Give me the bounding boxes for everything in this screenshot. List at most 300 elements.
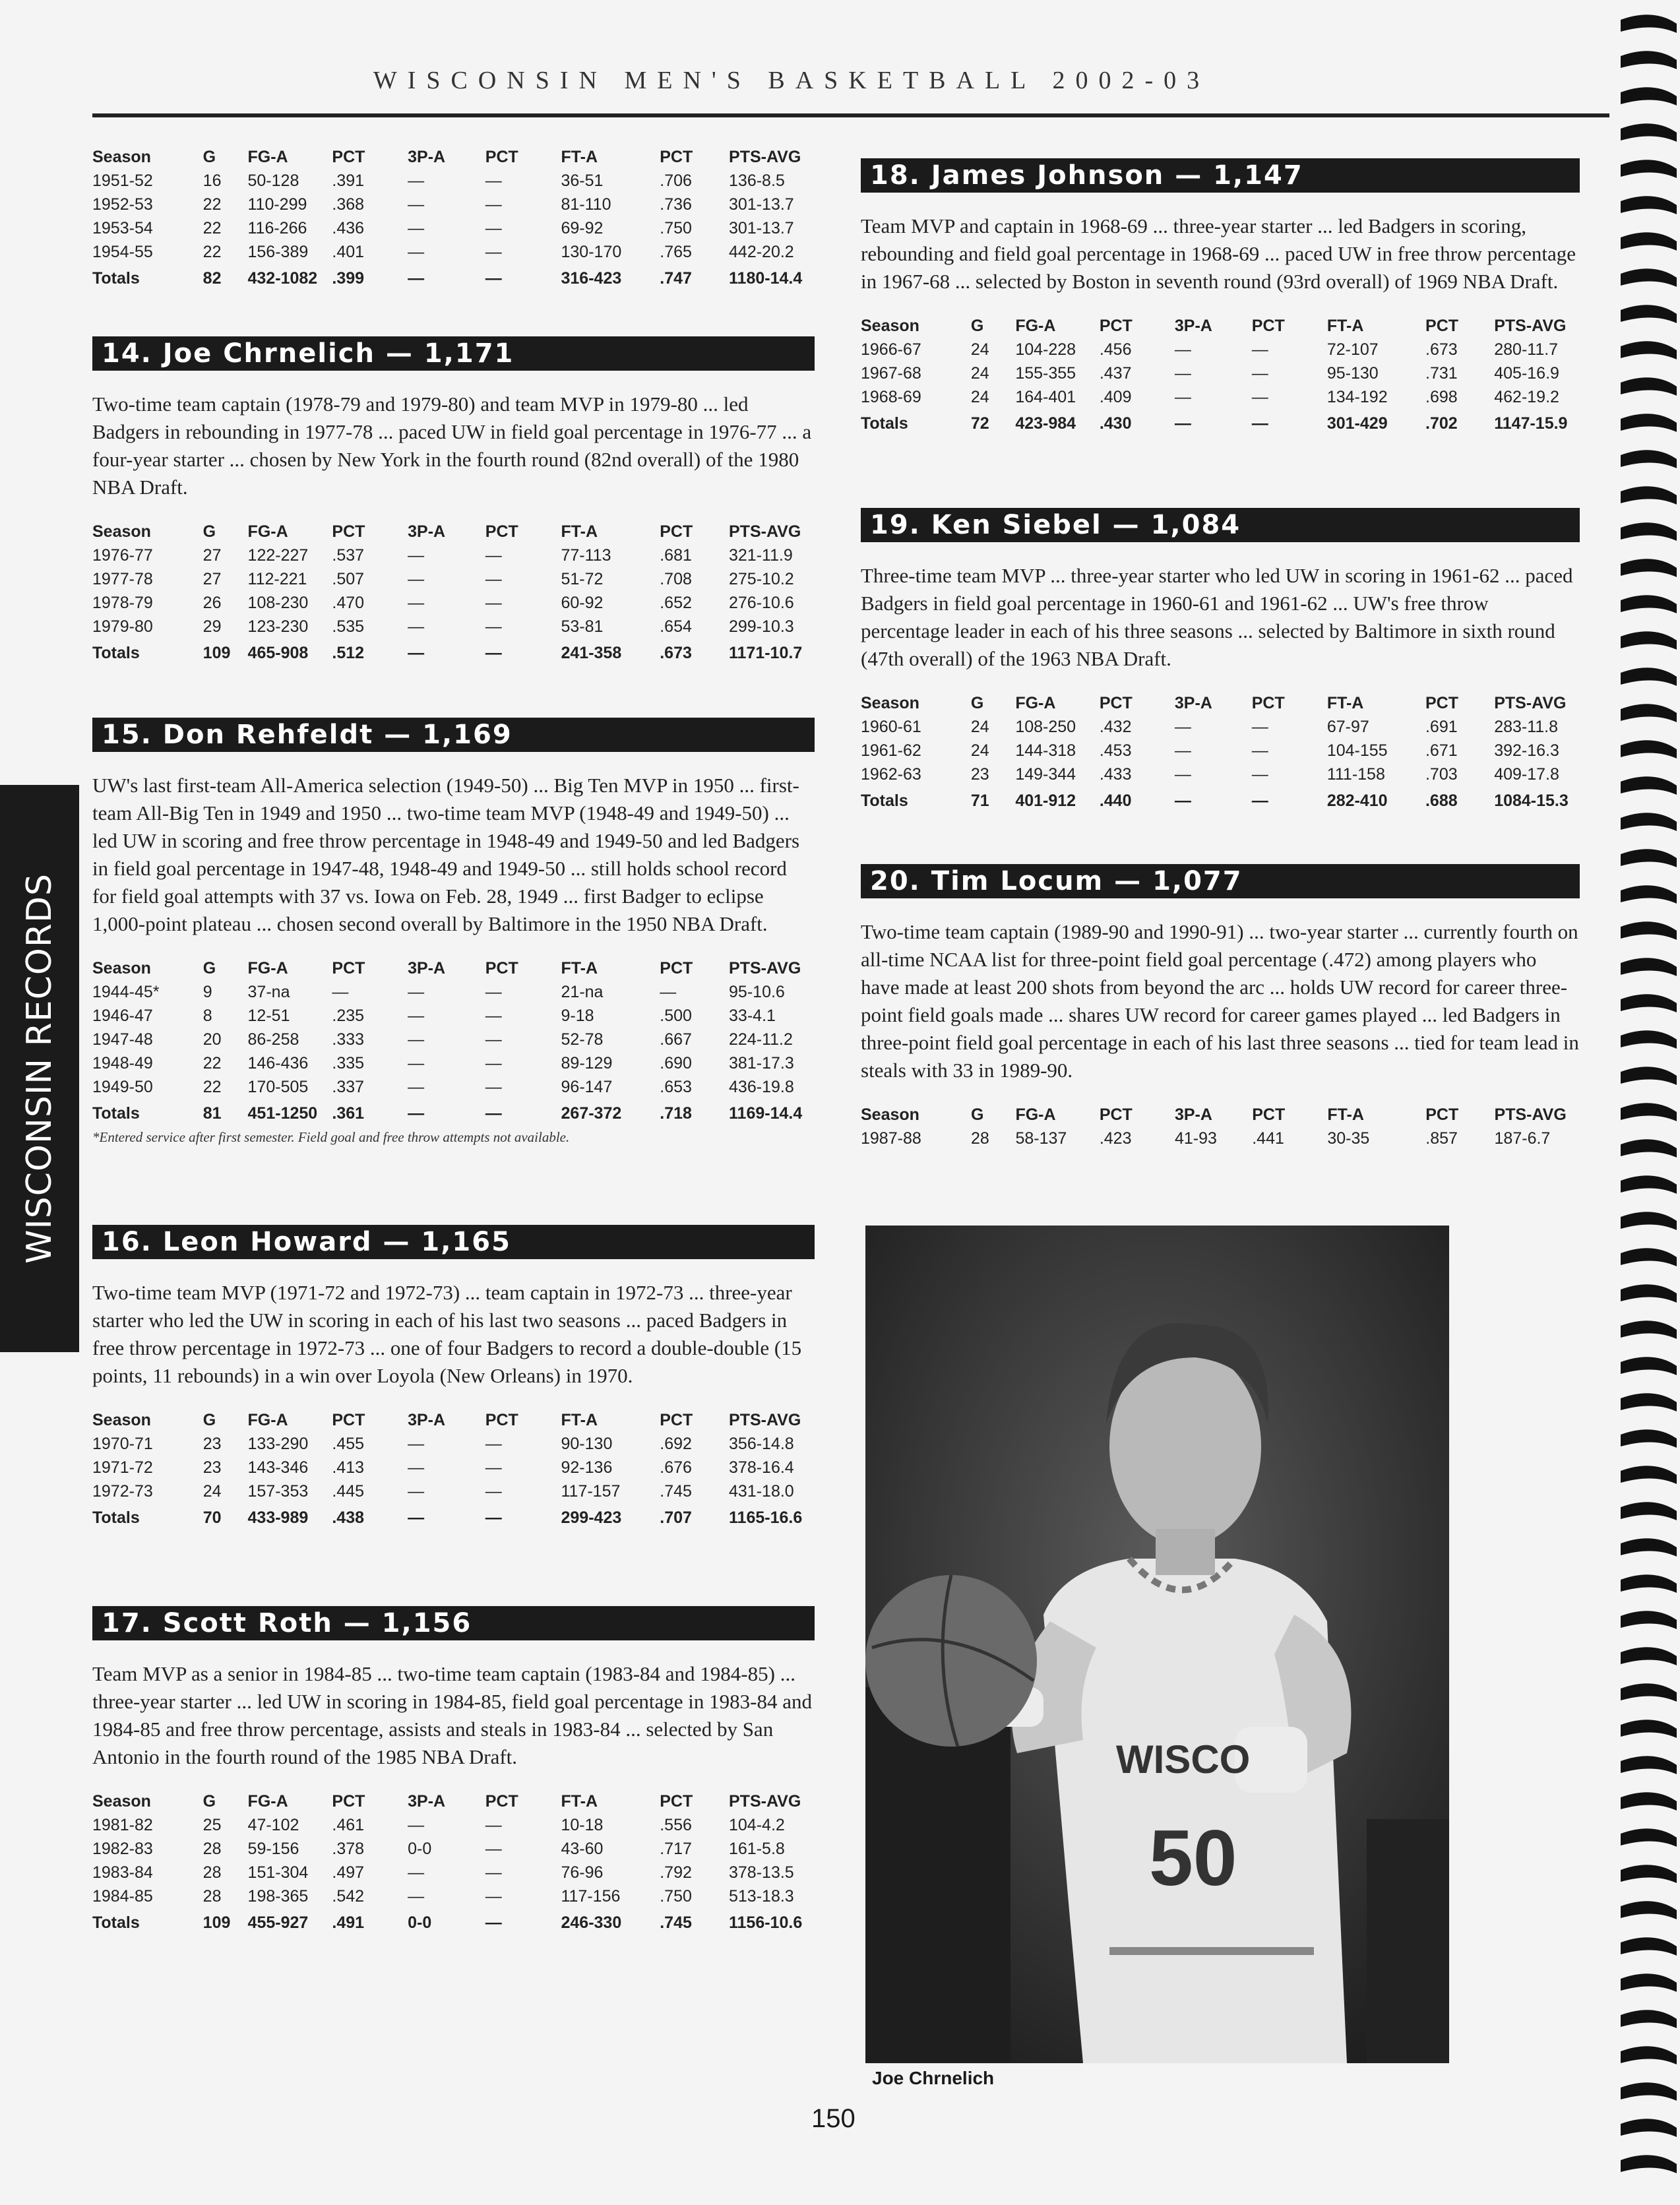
table-header-row xyxy=(92,1789,815,1813)
table-cell: — xyxy=(485,218,502,237)
table-cell: — xyxy=(1251,764,1268,784)
table-cell: 133-290 xyxy=(247,1434,309,1453)
table-cell: 401-912 xyxy=(1015,791,1076,810)
spiral-coil xyxy=(1621,1357,1677,1375)
table-cell: Totals xyxy=(92,1103,140,1123)
table-cell: — xyxy=(1174,717,1191,736)
totals-row xyxy=(861,409,1580,438)
table-cell: 0-0 xyxy=(408,1839,432,1858)
totals-row xyxy=(92,1503,815,1532)
column-header: PCT xyxy=(1099,1105,1133,1124)
table-cell: 442-20.2 xyxy=(729,242,794,261)
table-cell: 405-16.9 xyxy=(1494,363,1559,383)
column-header: PCT xyxy=(1252,1105,1286,1124)
table-cell: 33-4.1 xyxy=(729,1006,776,1025)
table-cell: — xyxy=(485,1508,502,1527)
table-row xyxy=(92,615,815,638)
table-header-row xyxy=(92,1408,815,1432)
table-cell: 0-0 xyxy=(408,1913,432,1932)
table-cell: 381-17.3 xyxy=(729,1053,794,1072)
table-cell: 378-13.5 xyxy=(729,1863,794,1882)
table-row xyxy=(92,1456,815,1479)
column-header: PCT xyxy=(332,958,365,978)
table-row xyxy=(92,169,815,193)
column-header: Season xyxy=(861,316,919,335)
table-cell: — xyxy=(1251,717,1268,736)
player-title-bar: 18. James Johnson — 1,147 xyxy=(861,158,1580,193)
table-cell: .750 xyxy=(660,1886,692,1906)
table-cell: 76-96 xyxy=(561,1863,604,1882)
table-cell: 82 xyxy=(202,268,222,288)
table-cell: .423 xyxy=(1099,1129,1132,1148)
table-cell: Totals xyxy=(92,1508,140,1527)
column-header: PCT xyxy=(1425,1105,1459,1124)
column-header: PTS-AVG xyxy=(729,522,801,541)
player-section xyxy=(92,718,815,1146)
spiral-coil xyxy=(1621,994,1677,1012)
table-cell: 28 xyxy=(202,1863,222,1882)
table-cell: — xyxy=(408,171,425,190)
table-cell: 24 xyxy=(970,717,989,736)
table-cell: .745 xyxy=(660,1913,692,1932)
spiral-coil xyxy=(1621,51,1677,69)
page-header: WISCONSIN MEN'S BASKETBALL 2002-03 xyxy=(373,67,1210,94)
column-header: Season xyxy=(861,693,919,712)
table-cell: 22 xyxy=(202,1053,222,1072)
table-cell: 1953-54 xyxy=(92,218,153,237)
table-cell: .445 xyxy=(332,1481,365,1501)
table-cell: — xyxy=(408,1508,425,1527)
column-header: PCT xyxy=(1251,693,1285,712)
table-cell: .750 xyxy=(660,218,692,237)
column-header: FG-A xyxy=(247,147,288,166)
player-section xyxy=(861,508,1580,815)
table-row xyxy=(92,1432,815,1456)
table-cell: .792 xyxy=(660,1863,692,1882)
table-cell: .378 xyxy=(332,1839,365,1858)
spiral-coil xyxy=(1621,704,1677,722)
spiral-coil xyxy=(1621,2119,1677,2137)
table-cell: .690 xyxy=(660,1053,692,1072)
column-header: Season xyxy=(92,958,151,978)
table-cell: 20 xyxy=(202,1030,222,1049)
column-header: PCT xyxy=(332,147,365,166)
table-cell: — xyxy=(485,195,502,214)
table-cell: 23 xyxy=(202,1434,222,1453)
table-row xyxy=(92,543,815,567)
player-title-bar: 20. Tim Locum — 1,077 xyxy=(861,864,1580,898)
spiral-coil xyxy=(1621,123,1677,142)
table-cell: — xyxy=(485,1030,502,1049)
table-header-row xyxy=(92,956,815,980)
table-cell: 1951-52 xyxy=(92,171,153,190)
table-cell: Totals xyxy=(861,791,908,810)
table-cell: 110-299 xyxy=(247,195,307,214)
table-cell: 36-51 xyxy=(561,171,604,190)
column-header: Season xyxy=(92,1791,151,1811)
column-header: FT-A xyxy=(1327,1105,1364,1124)
table-cell: 1961-62 xyxy=(861,741,921,760)
spiral-coil xyxy=(1621,668,1677,686)
column-header: Season xyxy=(92,1410,151,1429)
column-header: 3P-A xyxy=(408,958,446,978)
table-row xyxy=(92,216,815,240)
table-cell: — xyxy=(1251,741,1268,760)
table-cell: 432-1082 xyxy=(247,268,318,288)
column-header: FT-A xyxy=(1326,316,1364,335)
table-cell: 109 xyxy=(202,643,231,662)
spiral-coil xyxy=(1621,305,1677,323)
table-cell: 24 xyxy=(970,741,989,760)
table-cell: 69-92 xyxy=(561,218,604,237)
table-cell: 155-355 xyxy=(1015,363,1076,383)
table-cell: 1978-79 xyxy=(92,593,153,612)
spiral-coil xyxy=(1621,1683,1677,1702)
player-photo xyxy=(865,1226,1449,2063)
player-bio: Team MVP and captain in 1968-69 ... three-year starter ... led Badgers in scoring, rebounding and field goal percentage in 1968-69 ... paced UW in free throw percentage in 1967-68 ... selected by Boston in seventh round (93rd overall) of 1969 NBA Draft. xyxy=(861,214,1576,293)
table-cell: .857 xyxy=(1425,1129,1458,1148)
column-header: PCT xyxy=(660,1791,693,1811)
table-cell: 409-17.8 xyxy=(1494,764,1559,784)
player-title-bar: 14. Joe Chrnelich — 1,171 xyxy=(92,336,815,371)
table-row xyxy=(92,1075,815,1099)
table-cell: 1981-82 xyxy=(92,1815,153,1834)
table-cell: 16 xyxy=(202,171,222,190)
table-cell: .500 xyxy=(660,1006,692,1025)
table-cell: — xyxy=(485,1103,502,1123)
table-cell: — xyxy=(408,1077,425,1096)
spiral-coil xyxy=(1621,1574,1677,1593)
table-cell: — xyxy=(408,982,425,1001)
table-cell: 95-130 xyxy=(1326,363,1379,383)
spiral-coil xyxy=(1621,1393,1677,1412)
table-cell: .413 xyxy=(332,1458,365,1477)
table-cell: 1962-63 xyxy=(861,764,921,784)
table-cell: 12-51 xyxy=(247,1006,290,1025)
table-cell: 433-989 xyxy=(247,1508,309,1527)
table-cell: 1970-71 xyxy=(92,1434,153,1453)
spiral-coil xyxy=(1621,1248,1677,1266)
spiral-coil xyxy=(1621,522,1677,541)
table-cell: 1944-45* xyxy=(92,982,160,1001)
spiral-coil xyxy=(1621,631,1677,650)
table-cell: 1971-72 xyxy=(92,1458,153,1477)
table-cell: 26 xyxy=(202,593,222,612)
column-header: FG-A xyxy=(1015,693,1056,712)
table-cell: 70 xyxy=(202,1508,222,1527)
column-header: PTS-AVG xyxy=(1494,316,1567,335)
column-header: PCT xyxy=(1099,693,1133,712)
table-cell: 23 xyxy=(202,1458,222,1477)
spiral-coil xyxy=(1621,1466,1677,1484)
column-header: PTS-AVG xyxy=(729,147,801,166)
column-header: G xyxy=(202,147,216,166)
column-header: 3P-A xyxy=(1174,1105,1212,1124)
table-cell: 187-6.7 xyxy=(1494,1129,1551,1148)
spiral-coil xyxy=(1621,849,1677,867)
table-cell: 37-na xyxy=(247,982,290,1001)
table-cell: 86-258 xyxy=(247,1030,299,1049)
table-cell: 22 xyxy=(202,242,222,261)
stats-table xyxy=(92,520,815,668)
table-cell: .470 xyxy=(332,593,365,612)
table-cell: — xyxy=(485,1053,502,1072)
column-header: PCT xyxy=(1425,693,1458,712)
table-cell: 316-423 xyxy=(561,268,622,288)
table-row xyxy=(92,980,815,1004)
table-row xyxy=(92,193,815,216)
table-cell: .335 xyxy=(332,1053,365,1072)
spiral-coil xyxy=(1621,776,1677,795)
table-cell: — xyxy=(332,982,349,1001)
totals-row xyxy=(92,264,815,293)
table-cell: — xyxy=(485,1863,502,1882)
table-cell: 156-389 xyxy=(247,242,309,261)
table-row xyxy=(92,240,815,264)
table-header-row xyxy=(92,520,815,543)
table-cell: 81 xyxy=(202,1103,222,1123)
player-title-bar: 19. Ken Siebel — 1,084 xyxy=(861,508,1580,542)
table-cell: 8 xyxy=(202,1006,212,1025)
table-cell: 58-137 xyxy=(1015,1129,1067,1148)
table-cell: 301-13.7 xyxy=(729,218,794,237)
table-cell: .747 xyxy=(660,268,692,288)
table-row xyxy=(861,715,1580,739)
spiral-coil xyxy=(1621,595,1677,613)
spiral-coil xyxy=(1621,1973,1677,1992)
table-cell: 47-102 xyxy=(247,1815,299,1834)
table-cell: 24 xyxy=(202,1481,222,1501)
spiral-coil xyxy=(1621,2082,1677,2101)
column-header: PCT xyxy=(485,522,518,541)
table-cell: — xyxy=(408,268,425,288)
column-header: FT-A xyxy=(561,1410,598,1429)
table-cell: 356-14.8 xyxy=(729,1434,794,1453)
column-header: PCT xyxy=(332,522,365,541)
stats-table xyxy=(861,314,1580,438)
table-cell: 43-60 xyxy=(561,1839,604,1858)
table-cell: .731 xyxy=(1425,363,1458,383)
table-cell: Totals xyxy=(861,414,908,433)
table-cell: 72 xyxy=(970,414,989,433)
column-header: PCT xyxy=(1425,316,1459,335)
table-cell: 77-113 xyxy=(561,545,611,565)
table-cell: 1084-15.3 xyxy=(1494,791,1569,810)
table-cell: — xyxy=(485,617,502,636)
table-cell: 30-35 xyxy=(1327,1129,1370,1148)
table-cell: 1946-47 xyxy=(92,1006,153,1025)
table-cell: — xyxy=(485,643,502,662)
table-cell: 28 xyxy=(202,1886,222,1906)
table-cell: 108-250 xyxy=(1015,717,1076,736)
table-header-row xyxy=(861,314,1580,338)
column-header: PTS-AVG xyxy=(1494,693,1567,712)
table-cell: 431-18.0 xyxy=(729,1481,794,1501)
spiral-coil xyxy=(1621,1720,1677,1738)
table-cell: — xyxy=(485,545,502,565)
table-cell: .507 xyxy=(332,569,365,588)
spiral-coil xyxy=(1621,1865,1677,1883)
photo-caption: Joe Chrnelich xyxy=(872,2068,995,2088)
spiral-coil xyxy=(1621,341,1677,359)
table-cell: 22 xyxy=(202,195,222,214)
player-bio: Two-time team captain (1978-79 and 1979-80) and team MVP in 1979-80 ... led Badgers in rebounding in 1977-78 ... paced UW in field goal percentage in 1976-77 ... a four-year starter ... chosen by New York in the fourth round (82nd overall) of the 1980 NBA Draft. xyxy=(92,392,812,499)
table-cell: 24 xyxy=(970,363,989,383)
table-cell: .745 xyxy=(660,1481,692,1501)
table-cell: 280-11.7 xyxy=(1494,340,1559,359)
table-cell: 134-192 xyxy=(1326,387,1388,406)
table-cell: — xyxy=(485,1815,502,1834)
table-cell: 455-927 xyxy=(247,1913,309,1932)
table-cell: .667 xyxy=(660,1030,692,1049)
column-header: G xyxy=(202,1791,216,1811)
table-row xyxy=(92,591,815,615)
table-cell: Totals xyxy=(92,268,140,288)
player-bio: Two-time team captain (1989-90 and 1990-91) ... two-year starter ... currently fourth on all-time NCAA list for three-point field goal percentage (.472) among players who have made at least 200 shots from beyond the arc ... holds UW record for career three-point field goals made ... shares UW record for career games played ... led Badgers in three-point field goal percentage in each of his last three seasons ... tied for team lead in steals with 33 in 1989-90. xyxy=(861,920,1579,1082)
player-section xyxy=(92,1606,815,1937)
header-rule xyxy=(92,113,1609,117)
spiral-coil xyxy=(1621,1611,1677,1629)
table-cell: 10-18 xyxy=(561,1815,604,1834)
table-cell: 321-11.9 xyxy=(729,545,793,565)
table-cell: 1947-48 xyxy=(92,1030,153,1049)
table-cell: .537 xyxy=(332,545,365,565)
table-cell: — xyxy=(408,1863,425,1882)
column-header: PCT xyxy=(485,147,518,166)
table-cell: .497 xyxy=(332,1863,365,1882)
column-header: 3P-A xyxy=(408,1410,446,1429)
table-cell: 90-130 xyxy=(561,1434,613,1453)
table-cell: — xyxy=(485,593,502,612)
spiral-coil xyxy=(1621,1429,1677,1448)
table-cell: — xyxy=(485,1886,502,1906)
player-bio: Three-time team MVP ... three-year starter who led UW in scoring in 1961-62 ... paced Badgers in field goal percentage in 1960-61 and 1961-62 ... UW's free throw percentage leader in each of his three seasons ... selected by Baltimore in sixth round (47th overall) of the 1963 NBA Draft. xyxy=(861,564,1573,670)
table-header-row xyxy=(861,691,1580,715)
spiral-coil xyxy=(1621,1175,1677,1194)
column-header: PCT xyxy=(1251,316,1285,335)
table-cell: 104-228 xyxy=(1015,340,1076,359)
spiral-coil xyxy=(1621,1828,1677,1847)
table-row xyxy=(92,1051,815,1075)
column-header: G xyxy=(970,316,984,335)
table-cell: 81-110 xyxy=(561,195,611,214)
table-cell: — xyxy=(1251,363,1268,383)
table-row xyxy=(861,361,1580,385)
table-cell: — xyxy=(408,242,425,261)
spiral-coil xyxy=(1621,813,1677,831)
table-cell: 22 xyxy=(202,218,222,237)
table-cell: 1954-55 xyxy=(92,242,153,261)
table-cell: — xyxy=(408,1103,425,1123)
table-cell: — xyxy=(485,1434,502,1453)
table-row xyxy=(861,739,1580,762)
table-cell: .652 xyxy=(660,593,692,612)
table-cell: — xyxy=(485,242,502,261)
column-header: G xyxy=(971,1105,984,1124)
table-cell: — xyxy=(1251,791,1268,810)
table-cell: .455 xyxy=(332,1434,365,1453)
table-cell: 22 xyxy=(202,1077,222,1096)
table-cell: .438 xyxy=(332,1508,365,1527)
table-cell: — xyxy=(408,1030,425,1049)
column-header: FT-A xyxy=(561,958,598,978)
table-cell: — xyxy=(408,195,425,214)
table-cell: .681 xyxy=(660,545,692,565)
table-cell: — xyxy=(485,1458,502,1477)
column-header: Season xyxy=(92,147,151,166)
table-cell: 1948-49 xyxy=(92,1053,153,1072)
table-cell: — xyxy=(485,1077,502,1096)
table-cell: — xyxy=(408,617,425,636)
table-cell: — xyxy=(485,982,502,1001)
table-cell: 89-129 xyxy=(561,1053,613,1072)
table-cell: .453 xyxy=(1099,741,1132,760)
table-cell: — xyxy=(485,268,502,288)
totals-row xyxy=(92,1099,815,1128)
spiral-coil xyxy=(1621,740,1677,759)
column-header: FT-A xyxy=(561,522,598,541)
table-cell: 301-429 xyxy=(1326,414,1388,433)
table-cell: 59-156 xyxy=(247,1839,299,1858)
table-cell: 462-19.2 xyxy=(1494,387,1559,406)
table-cell: 224-11.2 xyxy=(729,1030,793,1049)
table-cell: 111-158 xyxy=(1326,764,1385,784)
table-cell: .361 xyxy=(332,1103,365,1123)
spiral-coil xyxy=(1621,1212,1677,1230)
table-cell: .512 xyxy=(332,643,365,662)
table-cell: .654 xyxy=(660,617,692,636)
table-cell: 1156-10.6 xyxy=(729,1913,803,1932)
table-cell: .433 xyxy=(1099,764,1132,784)
spiral-coil xyxy=(1621,885,1677,904)
table-cell: — xyxy=(1251,387,1268,406)
table-cell: — xyxy=(1251,340,1268,359)
column-header: G xyxy=(202,1410,216,1429)
table-cell: — xyxy=(408,643,425,662)
table-cell: 52-78 xyxy=(561,1030,604,1049)
table-cell: .671 xyxy=(1425,741,1458,760)
jersey-number: 50 xyxy=(1149,1814,1237,1902)
player-title-bar: 15. Don Rehfeldt — 1,169 xyxy=(92,718,815,752)
table-cell: 299-423 xyxy=(561,1508,622,1527)
table-cell: 1979-80 xyxy=(92,617,153,636)
table-cell: .718 xyxy=(660,1103,692,1123)
table-cell: .688 xyxy=(1425,791,1458,810)
table-cell: 109 xyxy=(202,1913,231,1932)
table-cell: .437 xyxy=(1099,363,1132,383)
spiral-coil xyxy=(1621,450,1677,468)
spiral-coil xyxy=(1621,486,1677,505)
table-row xyxy=(92,1837,815,1861)
table-cell: .461 xyxy=(332,1815,365,1834)
table-cell: — xyxy=(1174,363,1191,383)
table-cell: 392-16.3 xyxy=(1494,741,1559,760)
player-bio: Team MVP as a senior in 1984-85 ... two-time team captain (1983-84 and 1984-85) ... three-year starter ... led UW in scoring in 1984-85, field goal percentage in 1983-84 and 1984-85 and free throw percentage, assists and steals in 1983-84 ... selected by San Antonio in the fourth round of the 1985 NBA Draft. xyxy=(92,1662,812,1768)
table-cell: .703 xyxy=(1425,764,1458,784)
table-row xyxy=(92,1813,815,1837)
table-cell: .409 xyxy=(1099,387,1132,406)
table-row xyxy=(92,1861,815,1884)
player-bio: Two-time team MVP (1971-72 and 1972-73) ... team captain in 1972-73 ... three-year starter who led the UW in scoring in each of his last two seasons ... paced Badgers in free throw percentage in 1972-73 ... one of four Badgers to record a double-double (15 points, 11 rebounds) in a win over Loyola (New Orleans) in 1970. xyxy=(92,1281,802,1387)
column-header: FG-A xyxy=(247,522,288,541)
table-cell: 1966-67 xyxy=(861,340,921,359)
table-cell: — xyxy=(485,171,502,190)
table-cell: .708 xyxy=(660,569,692,588)
table-cell: 28 xyxy=(202,1839,222,1858)
table-cell: 123-230 xyxy=(247,617,309,636)
table-cell: 24 xyxy=(970,340,989,359)
table-cell: — xyxy=(408,1006,425,1025)
